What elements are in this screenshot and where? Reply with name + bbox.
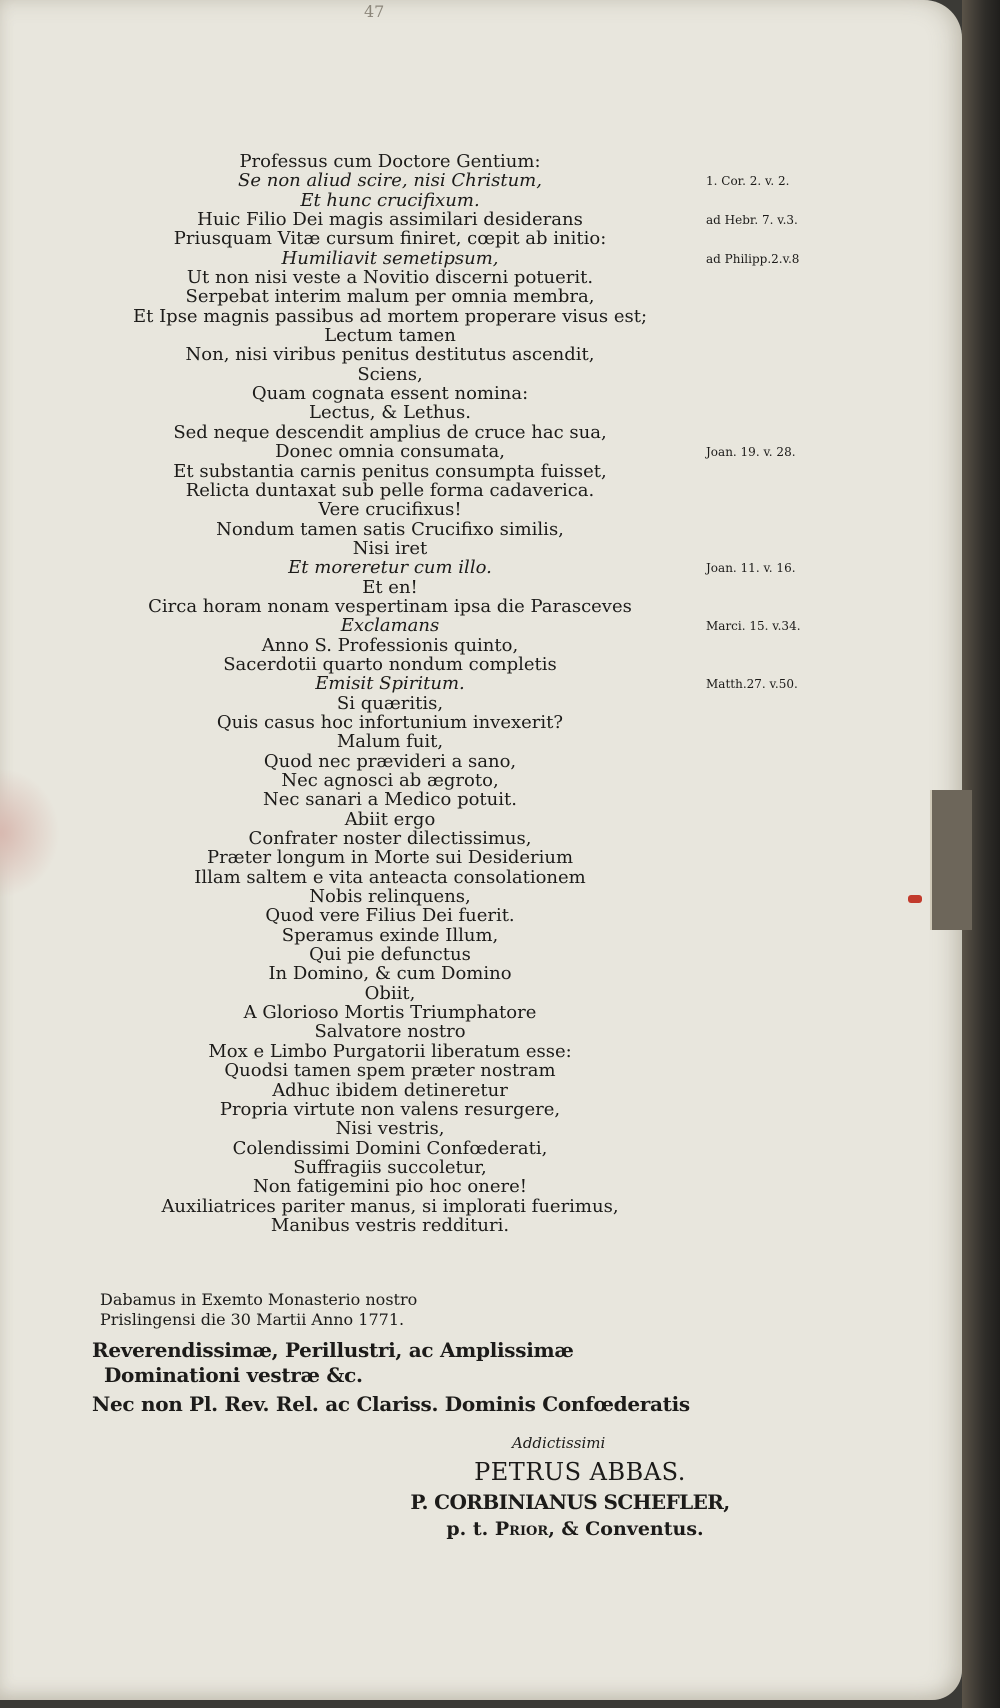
text-line: Serpebat interim malum per omnia membra, [185,286,595,308]
text-line: Lectum tamen [324,325,456,347]
text-line: Abiit ergo [344,808,436,830]
text-line: Nisi iret [352,537,428,559]
dating-line-2: Prislingensi die 30 Martii Anno 1771. [100,1310,405,1329]
text-line: Sacerdotii quarto nondum completis [223,653,557,675]
text-line: Confrater noster dilectissimus, [248,828,532,850]
text-line: Nondum tamen satis Crucifixo similis, [216,518,564,540]
text-line: Relicta duntaxat sub pelle forma cadaverica. [185,479,595,501]
text-line: Manibus vestris reddituri. [270,1214,510,1236]
text-line: Illam saltem e vita anteacta consolationem [194,866,586,888]
text-line: Propria virtute non valens resurgere, [219,1098,561,1120]
folded-corner [930,790,972,930]
signature-convent [375,1518,775,1540]
text-line: Emisit Spiritum. [315,673,465,695]
text-line: Auxiliatrices pariter manus, si implorati fuerimus, [161,1195,619,1217]
text-line: Nisi vestris, [335,1118,445,1140]
text-line: Speramus exinde Illum, [281,924,499,946]
margin-reference: Joan. 11. v. 16. [706,561,796,576]
convent-prefix: p. t. [446,1518,489,1540]
margin-reference: 1. Cor. 2. v. 2. [706,174,790,189]
text-line: Malum fuit, [336,731,444,753]
text-line: Anno S. Professionis quinto, [261,634,519,656]
text-line: Salvatore nostro [314,1021,466,1043]
text-line: Et hunc crucifixum. [300,189,480,211]
text-line: Colendissimi Domini Confœderati, [232,1137,548,1159]
text-line: Qui pie defunctus [309,944,471,966]
text-line: Et moreretur cum illo. [288,557,492,579]
text-line: In Domino, & cum Domino [268,963,512,985]
closing-word: Addictissimi [512,1434,606,1452]
margin-reference: ad Hebr. 7. v.3. [706,213,798,228]
salutation-line-1: Reverendissimæ, Perillustri, ac Amplissimæ [92,1338,574,1362]
text-line: Nec sanari a Medico potuit. [263,789,517,811]
text-line: A Glorioso Mortis Triumphatore [243,1002,537,1024]
dating-line-1: Dabamus in Exemto Monasterio nostro [100,1290,418,1309]
text-line: Præter longum in Morte sui Desiderium [206,847,574,869]
convent-title: Prior [494,1518,549,1540]
text-line: Non, nisi viribus penitus destitutus ascendit, [185,344,595,366]
text-line: Mox e Limbo Purgatorii liberatum esse: [208,1040,572,1062]
text-line: Circa horam nonam vespertinam ipsa die Parasceves [148,595,632,617]
text-line: Non fatigemini pio hoc onere! [253,1176,527,1198]
text-line: Et Ipse magnis passibus ad mortem properare visus est; [132,305,648,327]
text-line: Quam cognata essent nomina: [251,383,529,405]
text-line: Nec agnosci ab ægroto, [281,770,499,791]
text-line: Se non aliud scire, nisi Christum, [238,170,542,192]
text-line: Exclamans [340,615,440,637]
text-line: Vere crucifixus! [318,499,462,521]
text-line: Ut non nisi veste a Novitio discerni potuerit. [186,267,594,289]
margin-reference: ad Philipp.2.v.8 [706,251,800,266]
text-line: Et en! [362,576,418,598]
text-line: Lectus, & Lethus. [309,402,471,424]
margin-reference: Joan. 19. v. 28. [706,445,796,460]
text-line: Humiliavit semetipsum, [281,247,499,269]
text-line: Si quæritis, [336,692,444,714]
convent-suffix: , & Conventus. [548,1518,704,1540]
text-line: Et substantia carnis penitus consumpta fuisset, [173,460,607,482]
salutation-line-2: Dominationi vestræ &c. [104,1363,363,1387]
text-line: Quis casus hoc infortunium invexerit? [216,711,564,733]
text-line: Nobis relinquens, [309,886,471,908]
main-text-block [80,152,700,1235]
text-line: Quodsi tamen spem præter nostram [224,1060,556,1082]
signature-abbot: PETRUS ABBAS. [474,1458,686,1486]
text-line: Obiit, [364,982,416,1004]
red-stain [908,895,922,903]
text-line: Quod vere Filius Dei fuerit. [265,905,515,927]
signature-prior: P. CORBINIANUS SCHEFLER, [410,1490,730,1514]
text-line: Adhuc ibidem detineretur [272,1079,508,1101]
page-mark: 47 [364,2,385,21]
salutation-line-3: Nec non Pl. Rev. Rel. ac Clariss. Dominis Confœderatis [92,1392,690,1416]
margin-reference: Marci. 15. v.34. [706,619,801,634]
text-line: Suffragiis succoletur, [293,1156,487,1178]
margin-reference: Matth.27. v.50. [706,677,798,692]
text-line: Huic Filio Dei magis assimilari desiderans [197,209,583,231]
text-line: Quod nec prævideri a sano, [263,750,517,772]
paper-smudge [0,768,60,898]
text-line: Donec omnia consumata, [275,441,505,463]
text-line: Priusquam Vitæ cursum finiret, cœpit ab initio: [173,228,607,250]
text-line: Professus cum Doctore Gentium: [239,151,541,172]
text-line: Sciens, [357,363,423,385]
text-line: Sed neque descendit amplius de cruce hac sua, [173,421,607,443]
